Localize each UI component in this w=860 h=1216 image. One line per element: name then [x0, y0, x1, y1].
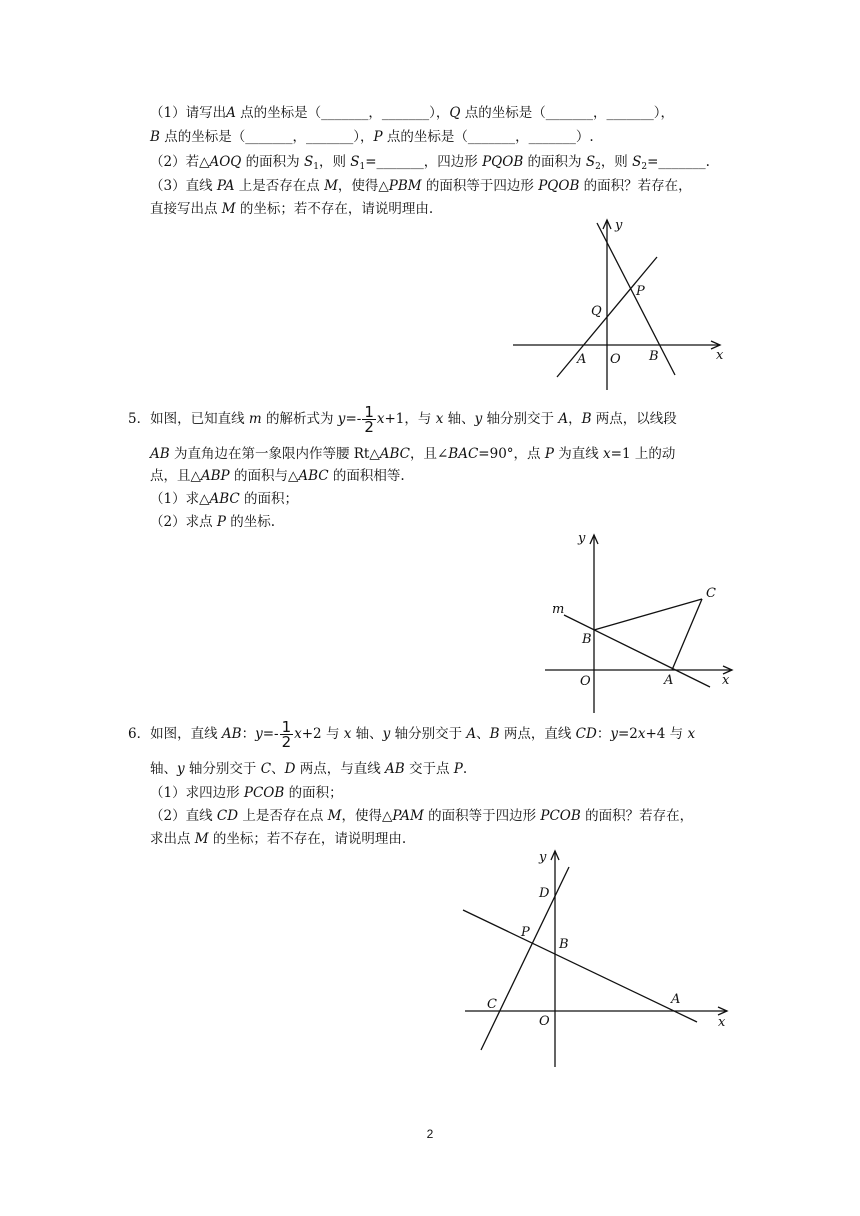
q6-label-A: A: [671, 992, 681, 1007]
q6-line-5: 求出点 M 的坐标；若不存在，请说明理由.: [150, 831, 407, 847]
q6-label-C: C: [487, 997, 497, 1012]
q6-label-O: O: [539, 1014, 550, 1029]
page-number: 2: [426, 1127, 434, 1141]
q4-line-3: （2）若△AOQ 的面积为 $S_1$，则 $S_1=\_\_\_\_\_\_\_$，四边形 PQOB 的面积为 $S_2$，则 $S_2=\_\_\_\_\_\_\_$.: [150, 154, 710, 172]
q6-line-CD: [481, 867, 569, 1050]
q6-fraction: $\frac{1}{2}$: [281, 718, 292, 751]
q4-line-2: B 点的坐标是（_______，_______），P 点的坐标是（_______，_______）.: [150, 129, 594, 145]
q4-line-4: （3）直线 PA 上是否存在点 M，使得△PBM 的面积等于四边形 PQOB 的面积？若存在，: [150, 178, 692, 194]
q6-line-2: 轴、y 轴分别交于 C、D 两点，与直线 AB 交于点 P.: [150, 761, 468, 777]
q5-line-3: 点，且△ABP 的面积与△ABC 的面积相等.: [150, 468, 405, 484]
q5-label-B: B: [582, 632, 592, 647]
q5-segment-AC: [672, 599, 702, 670]
q5-line-4: （1）求△ABC 的面积；: [150, 491, 299, 507]
q6-label-x: x: [718, 1015, 726, 1030]
q4-label-O: O: [610, 352, 621, 367]
q4-label-B: B: [649, 349, 659, 364]
q6-line-1: 6．如图，直线 AB：y=- $\frac{1}{2}$ x+2 与 x 轴、y 轴分别交于 A、B 两点，直线 CD：y=2x+4 与 x: [128, 718, 696, 751]
q5-segment-BC: [594, 599, 702, 630]
q5-label-m: m: [552, 602, 565, 617]
q5-label-O: O: [580, 674, 591, 689]
q6-label-D: D: [539, 886, 550, 901]
q4-line-PB: [597, 223, 675, 375]
q5-label-x: x: [722, 673, 730, 688]
q5-fraction: $\frac{1}{2}$: [364, 403, 374, 436]
q5-line-1: 5．如图，已知直线 m 的解析式为 y=- $\frac{1}{2}$ x+1，与 x 轴、y 轴分别交于 A，B 两点，以线段: [128, 403, 677, 436]
q4-label-x: x: [716, 348, 724, 363]
q6-label-P: P: [521, 925, 530, 940]
q6-line-4: （2）直线 CD 上是否存在点 M，使得△PAM 的面积等于四边形 PCOB 的面积？若存在，: [150, 808, 694, 824]
q6-line-3: （1）求四边形 PCOB 的面积；: [150, 785, 343, 801]
q4-line-1: （1）请写出A 点的坐标是（_______，_______），Q 点的坐标是（_______，_______），: [150, 105, 675, 121]
q5-label-y: y: [578, 531, 586, 546]
q5-figure: [540, 525, 740, 715]
q6-figure: [455, 845, 735, 1075]
q6-line-AB: [463, 910, 697, 1022]
q5-label-C: C: [706, 586, 716, 601]
q4-label-y: y: [615, 218, 623, 233]
q4-label-A: A: [577, 352, 587, 367]
q6-label-B: B: [559, 937, 569, 952]
q5-label-A: A: [664, 673, 674, 688]
q4-figure: [505, 215, 735, 395]
q4-label-P: P: [636, 284, 645, 299]
q5-line-5: （2）求点 P 的坐标.: [150, 514, 276, 530]
q4-label-Q: Q: [591, 304, 602, 319]
q5-line-2: AB 为直角边在第一象限内作等腰 Rt△ABC，且∠BAC=90°，点 P 为直线 x=1 上的动: [150, 446, 676, 462]
q6-label-y: y: [539, 850, 547, 865]
q4-line-5: 直接写出点 M 的坐标；若不存在，请说明理由.: [150, 201, 434, 217]
